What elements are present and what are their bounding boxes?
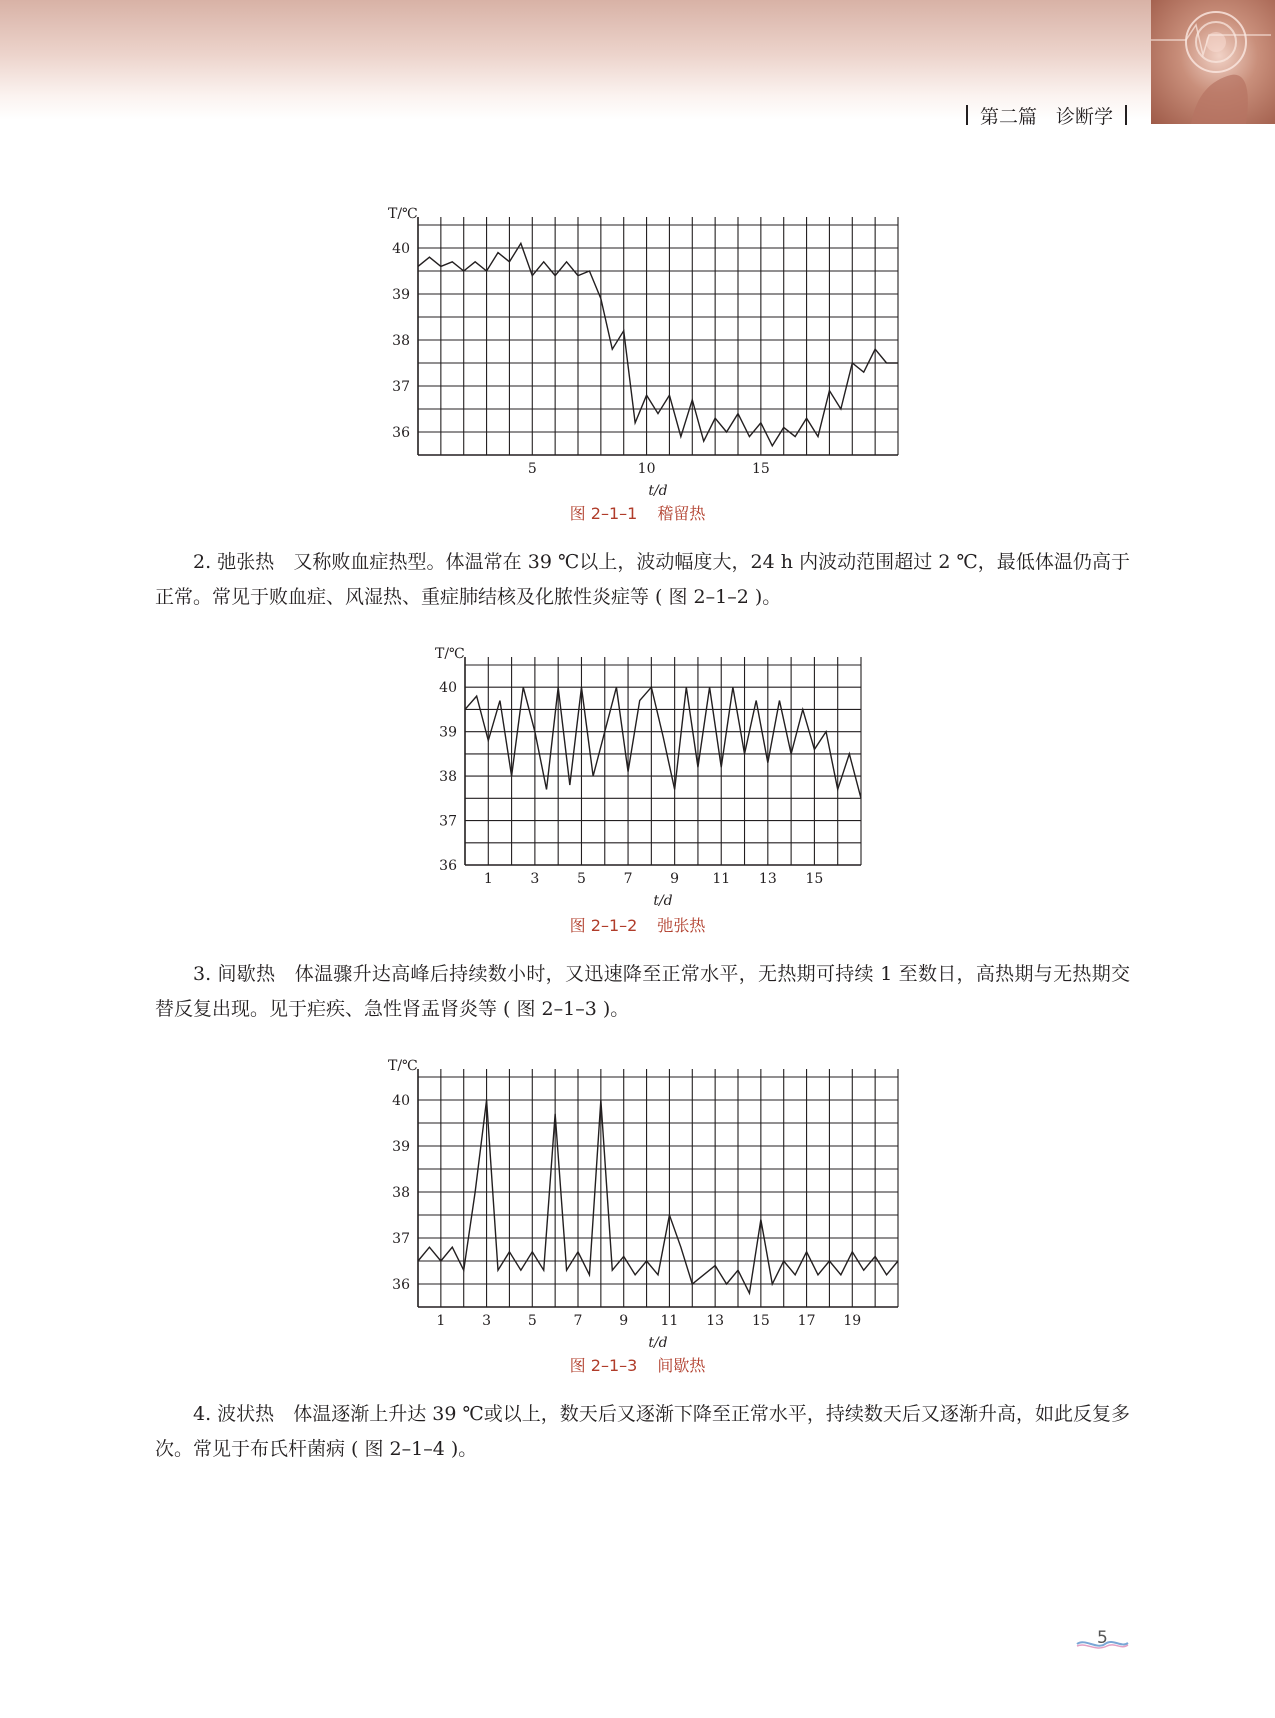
caption-number: 图 2–1–2 <box>569 916 638 935</box>
x-tick-label: 3 <box>482 1313 492 1329</box>
figure-caption <box>0 1353 1275 1376</box>
temperature-series-line <box>418 243 898 445</box>
section-header <box>960 101 1133 129</box>
y-axis-label: T/℃ <box>435 646 465 662</box>
fever-chart-1 <box>370 200 910 499</box>
header-divider <box>1125 105 1127 125</box>
y-tick-label: 39 <box>439 724 457 741</box>
x-axis-label: t/d <box>648 483 668 499</box>
y-tick-label: 40 <box>439 680 457 697</box>
caption-number: 图 2–1–3 <box>569 1356 638 1375</box>
x-tick-label: 10 <box>637 461 656 477</box>
x-tick-label: 5 <box>527 1313 537 1329</box>
caption-number: 图 2–1–1 <box>569 504 638 523</box>
y-axis-label: T/℃ <box>388 206 418 222</box>
y-tick-label: 36 <box>392 1277 410 1293</box>
header-divider <box>966 105 968 125</box>
y-tick-label: 37 <box>439 813 457 830</box>
y-tick-label: 36 <box>439 858 457 874</box>
x-tick-label: 11 <box>712 871 731 887</box>
caption-title: 间歇热 <box>657 1356 706 1375</box>
y-tick-label: 39 <box>392 287 410 303</box>
x-tick-label: 13 <box>758 871 777 887</box>
paragraph <box>155 545 1130 615</box>
chart-grid <box>465 657 861 865</box>
page-number <box>1075 1628 1130 1654</box>
page-number-text: 5 <box>1097 1628 1108 1648</box>
stethoscope-icon <box>1151 0 1275 124</box>
x-tick-label: 3 <box>530 871 540 887</box>
x-tick-label: 9 <box>619 1313 629 1329</box>
x-axis-label: t/d <box>653 893 673 909</box>
paragraph <box>155 957 1130 1027</box>
x-tick-label: 5 <box>577 871 586 887</box>
y-tick-label: 37 <box>392 1231 410 1247</box>
y-tick-label: 36 <box>392 425 410 441</box>
x-axis-label: t/d <box>648 1335 668 1351</box>
x-tick-label: 13 <box>706 1313 725 1329</box>
x-tick-label: 1 <box>483 871 493 887</box>
y-tick-label: 37 <box>392 379 410 395</box>
x-tick-label: 15 <box>751 461 770 477</box>
x-tick-label: 15 <box>751 1313 770 1329</box>
paragraph-text: 2. 弛张热 又称败血症热型。体温常在 39 ℃以上，波动幅度大，24 h 内波动范围超过 2 ℃，最低体温仍高于正常。常见于败血症、风湿热、重症肺结核及化脓性炎症等 ( 图 2–1–2 )。 <box>155 551 1130 608</box>
x-tick-label: 11 <box>660 1313 679 1329</box>
caption-title: 稽留热 <box>657 504 706 523</box>
fever-chart-2 <box>420 640 880 910</box>
y-axis-label: T/℃ <box>388 1058 418 1074</box>
y-tick-label: 40 <box>392 1093 410 1109</box>
chart-grid <box>418 217 898 455</box>
paragraph-text: 3. 间歇热 体温骤升达高峰后持续数小时，又迅速降至正常水平，无热期可持续 1 至数日，高热期与无热期交替反复出现。见于疟疾、急性肾盂肾炎等 ( 图 2–1–3 )。 <box>155 963 1130 1020</box>
x-tick-label: 7 <box>623 871 633 887</box>
x-tick-label: 17 <box>797 1313 816 1329</box>
figure-caption <box>0 913 1275 936</box>
paragraph <box>155 1397 1130 1467</box>
temperature-series-line <box>465 687 861 798</box>
y-tick-label: 40 <box>392 241 410 257</box>
x-tick-label: 19 <box>843 1313 862 1329</box>
figure-caption <box>0 501 1275 524</box>
y-tick-label: 38 <box>439 769 457 786</box>
y-tick-label: 38 <box>392 333 410 349</box>
y-tick-label: 39 <box>392 1139 410 1155</box>
x-tick-label: 1 <box>436 1313 446 1329</box>
x-tick-label: 7 <box>573 1313 583 1329</box>
x-tick-label: 5 <box>527 461 537 477</box>
section-title: 第二篇 诊断学 <box>979 105 1113 128</box>
x-tick-label: 9 <box>670 871 680 887</box>
paragraph-text: 4. 波状热 体温逐渐上升达 39 ℃或以上，数天后又逐渐下降至正常水平，持续数天后又逐渐升高，如此反复多次。常见于布氏杆菌病 ( 图 2–1–4 )。 <box>155 1403 1130 1460</box>
y-tick-label: 38 <box>392 1185 410 1201</box>
fever-chart-3 <box>370 1052 910 1351</box>
x-tick-label: 15 <box>805 871 824 887</box>
temperature-series-line <box>418 1100 898 1293</box>
caption-title: 弛张热 <box>657 916 706 935</box>
